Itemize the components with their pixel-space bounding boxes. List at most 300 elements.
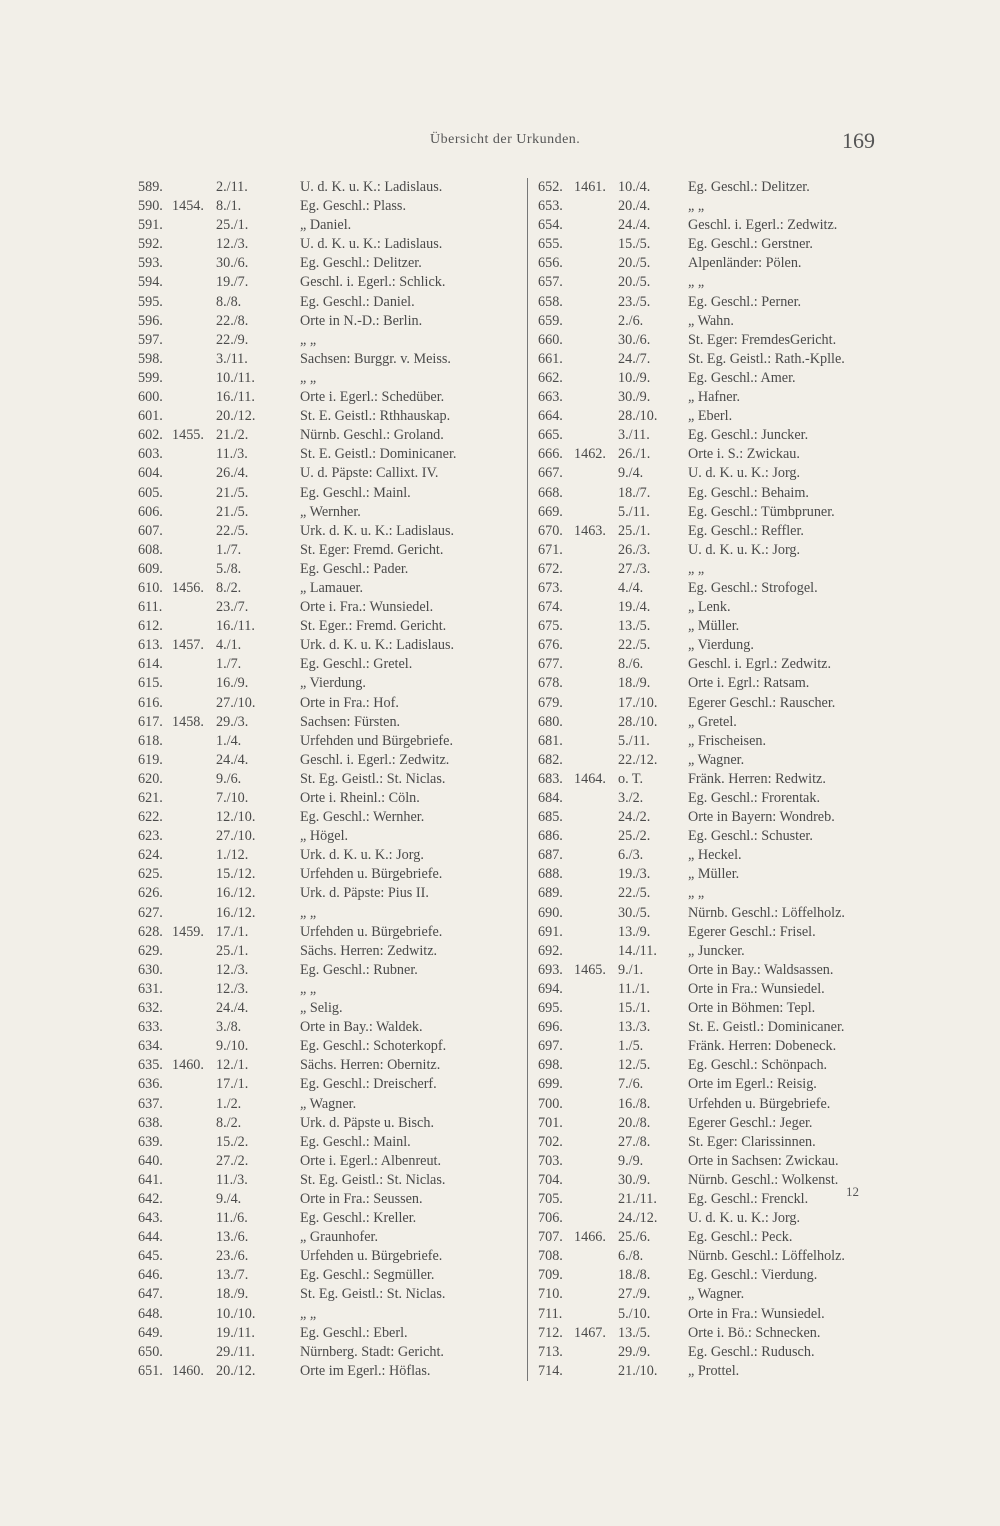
entry-description: Eg. Geschl.: Rudusch. xyxy=(688,1343,815,1360)
entry-description: Nürnb. Geschl.: Löffelholz. xyxy=(688,904,845,921)
entry-number: 663. xyxy=(538,389,563,406)
entry-date: 19./11. xyxy=(216,1324,255,1341)
entry-description: „ „ xyxy=(688,560,705,577)
entry-row xyxy=(138,884,518,903)
entry-description: Eg. Geschl.: Amer. xyxy=(688,369,796,386)
entry-date: 26./1. xyxy=(618,446,651,463)
entry-description: Urk. d. Päpste u. Bisch. xyxy=(300,1114,434,1131)
entry-row xyxy=(528,235,908,254)
entry-date: 2./6. xyxy=(618,312,644,329)
entry-number: 658. xyxy=(538,293,563,310)
entry-row xyxy=(138,273,518,292)
entry-date: 28./10. xyxy=(618,408,658,425)
entry-description: „ Wagner. xyxy=(688,1286,745,1303)
entry-description: Eg. Geschl.: Wernher. xyxy=(300,809,425,826)
entry-description: „ Vierdung. xyxy=(688,637,754,654)
entry-year: 1455. xyxy=(172,427,204,444)
entry-number: 695. xyxy=(538,1000,563,1017)
entry-date: 9./4. xyxy=(618,465,644,482)
entry-date: 24./7. xyxy=(618,350,651,367)
entry-row xyxy=(528,369,908,388)
entry-year: 1467. xyxy=(574,1324,606,1341)
entry-number: 702. xyxy=(538,1133,563,1150)
entry-date: 13./7. xyxy=(216,1267,249,1284)
entry-date: 9./6. xyxy=(216,770,242,787)
entry-number: 609. xyxy=(138,560,163,577)
entry-description: Eg. Geschl.: Schuster. xyxy=(688,828,813,845)
entry-row xyxy=(528,904,908,923)
entry-row xyxy=(528,1075,908,1094)
entry-date: 25./6. xyxy=(618,1229,651,1246)
entry-row xyxy=(528,732,908,751)
entry-number: 630. xyxy=(138,961,163,978)
entry-number: 694. xyxy=(538,980,563,997)
entry-date: 12./3. xyxy=(216,961,249,978)
entry-number: 660. xyxy=(538,331,563,348)
entry-row xyxy=(138,694,518,713)
entry-row xyxy=(528,484,908,503)
entry-row xyxy=(528,1056,908,1075)
entry-row xyxy=(528,254,908,273)
entry-date: 13./9. xyxy=(618,923,651,940)
entry-date: 20./5. xyxy=(618,255,651,272)
entry-number: 597. xyxy=(138,331,163,348)
entry-row xyxy=(528,980,908,999)
entry-number: 634. xyxy=(138,1038,163,1055)
entry-date: 9./1. xyxy=(618,961,644,978)
entry-description: Orte in Bayern: Wondreb. xyxy=(688,809,835,826)
entry-year: 1465. xyxy=(574,961,606,978)
entry-row xyxy=(138,751,518,770)
entry-row xyxy=(528,1305,908,1324)
entry-number: 638. xyxy=(138,1114,163,1131)
entry-description: Geschl. i. Egerl.: Schlick. xyxy=(300,274,446,291)
entry-description: „ „ xyxy=(688,885,705,902)
entry-number: 674. xyxy=(538,599,563,616)
entry-row xyxy=(528,923,908,942)
entry-row xyxy=(528,503,908,522)
entry-row xyxy=(528,827,908,846)
entry-description: „ „ xyxy=(300,980,317,997)
entry-description: Sachsen: Fürsten. xyxy=(300,713,401,730)
entry-date: 4./4. xyxy=(618,579,644,596)
entry-date: 10./11. xyxy=(216,369,255,386)
entry-number: 651. xyxy=(138,1362,163,1379)
entry-date: 25./1. xyxy=(216,942,249,959)
entry-year: 1454. xyxy=(172,198,204,215)
entry-number: 645. xyxy=(138,1248,163,1265)
entry-number: 683. xyxy=(538,770,563,787)
entry-row xyxy=(138,1056,518,1075)
entry-number: 599. xyxy=(138,369,163,386)
entry-description: Nürnb. Geschl.: Wolkenst. xyxy=(688,1171,839,1188)
entry-date: 30./6. xyxy=(216,255,249,272)
entry-description: Eg. Geschl.: Plass. xyxy=(300,198,407,215)
entry-number: 607. xyxy=(138,522,163,539)
entry-number: 641. xyxy=(138,1171,163,1188)
entry-row xyxy=(528,1228,908,1247)
entry-date: 16./9. xyxy=(216,675,249,692)
entry-description: „ Prottel. xyxy=(688,1362,740,1379)
entry-description: Eg. Geschl.: Peck. xyxy=(688,1229,793,1246)
entry-date: 22./8. xyxy=(216,312,249,329)
entry-row xyxy=(528,178,908,197)
entry-date: 25./1. xyxy=(618,522,651,539)
entry-number: 682. xyxy=(538,751,563,768)
entry-row xyxy=(138,369,518,388)
entry-date: 23./6. xyxy=(216,1248,249,1265)
entry-date: 18./8. xyxy=(618,1267,651,1284)
entry-row xyxy=(528,1324,908,1343)
entry-number: 644. xyxy=(138,1229,163,1246)
entry-description: „ „ xyxy=(300,904,317,921)
entry-number: 643. xyxy=(138,1210,163,1227)
entry-description: „ Wagner. xyxy=(688,751,745,768)
entry-description: „ Gretel. xyxy=(688,713,737,730)
entry-number: 633. xyxy=(138,1019,163,1036)
entry-date: 12./10. xyxy=(216,809,256,826)
entry-number: 601. xyxy=(138,408,163,425)
entry-row xyxy=(138,598,518,617)
entry-number: 665. xyxy=(538,427,563,444)
entry-description: Orte i. S.: Zwickau. xyxy=(688,446,800,463)
entry-description: Eg. Geschl.: Strofogel. xyxy=(688,579,818,596)
entry-year: 1461. xyxy=(574,179,606,195)
entry-description: Urk. d. K. u. K.: Jorg. xyxy=(300,847,424,864)
entry-date: 20./4. xyxy=(618,198,651,215)
entry-description: Urfehden u. Bürgebriefe. xyxy=(300,1248,443,1265)
entry-description: Orte in Sachsen: Zwickau. xyxy=(688,1152,839,1169)
entry-description: Urk. d. K. u. K.: Ladislaus. xyxy=(300,522,455,539)
entry-description: St. Eger: Fremd. Gericht. xyxy=(300,541,444,558)
entry-number: 621. xyxy=(138,790,163,806)
entry-number: 603. xyxy=(138,446,163,463)
entry-number: 631. xyxy=(138,980,163,997)
entry-row xyxy=(528,331,908,350)
entry-row xyxy=(528,445,908,464)
entry-row xyxy=(138,464,518,483)
entry-number: 650. xyxy=(138,1343,163,1360)
entry-date: o. T. xyxy=(618,770,644,787)
entry-number: 625. xyxy=(138,866,163,883)
entry-date: 14./11. xyxy=(618,942,657,959)
entry-number: 696. xyxy=(538,1019,563,1036)
entry-row xyxy=(528,961,908,980)
entry-description: Eg. Geschl.: Eberl. xyxy=(300,1324,408,1341)
entry-number: 679. xyxy=(538,694,563,711)
entry-date: 18./9. xyxy=(216,1286,249,1303)
entry-number: 686. xyxy=(538,828,563,845)
entry-year: 1460. xyxy=(172,1057,204,1074)
entry-date: 8./2. xyxy=(216,579,242,596)
entry-date: 8./8. xyxy=(216,293,242,310)
entry-date: 26./3. xyxy=(618,541,651,558)
entry-date: 29./11. xyxy=(216,1343,255,1360)
entry-date: 25./1. xyxy=(216,217,249,234)
entry-date: 22./12. xyxy=(618,751,658,768)
entry-description: U. d. K. u. K.: Jorg. xyxy=(688,1210,801,1227)
entry-row xyxy=(138,865,518,884)
entry-description: Eg. Geschl.: Juncker. xyxy=(688,427,809,444)
entry-row xyxy=(138,961,518,980)
entry-date: 13./3. xyxy=(618,1019,651,1036)
entry-number: 685. xyxy=(538,809,563,826)
entry-row xyxy=(528,522,908,541)
entry-number: 635. xyxy=(138,1057,163,1074)
entry-description: Urk. d. Päpste: Pius II. xyxy=(300,885,429,902)
entry-description: Eg. Geschl.: Delitzer. xyxy=(300,255,422,272)
entry-number: 617. xyxy=(138,713,163,730)
entry-date: 9./9. xyxy=(618,1152,644,1169)
entry-row xyxy=(138,904,518,923)
entry-row xyxy=(138,178,518,197)
entry-description: Orte in Fra.: Wunsiedel. xyxy=(688,980,825,997)
entry-date: 1./5. xyxy=(618,1038,644,1055)
entry-number: 661. xyxy=(538,350,563,367)
entry-date: 17./10. xyxy=(618,694,658,711)
entry-description: Eg. Geschl.: Behaim. xyxy=(688,484,809,501)
entry-description: Geschl. i. Egrl.: Zedwitz. xyxy=(688,656,832,673)
entry-date: 27./8. xyxy=(618,1133,651,1150)
entry-description: St. E. Geistl.: Rthhauskap. xyxy=(300,408,451,425)
entry-description: „ Hafner. xyxy=(688,389,740,406)
entry-description: Eg. Geschl.: Schönpach. xyxy=(688,1057,828,1074)
entry-description: Eg. Geschl.: Gretel. xyxy=(300,656,413,673)
entry-number: 620. xyxy=(138,770,163,787)
entry-number: 687. xyxy=(538,847,563,864)
entry-row xyxy=(528,884,908,903)
entry-number: 647. xyxy=(138,1286,163,1303)
entry-row xyxy=(528,694,908,713)
entry-year: 1458. xyxy=(172,713,204,730)
entry-number: 690. xyxy=(538,904,563,921)
entry-row xyxy=(138,789,518,808)
entry-number: 589. xyxy=(138,179,163,195)
entry-row xyxy=(138,655,518,674)
entry-description: Orte in Böhmen: Tepl. xyxy=(688,1000,816,1017)
entry-number: 642. xyxy=(138,1190,163,1207)
entry-number: 627. xyxy=(138,904,163,921)
entry-row xyxy=(138,942,518,961)
entry-row xyxy=(138,1018,518,1037)
entry-date: 15./1. xyxy=(618,1000,651,1017)
entry-description: Urfehden u. Bürgebriefe. xyxy=(300,866,443,883)
entry-description: „ Müller. xyxy=(688,866,740,883)
entry-date: 18./9. xyxy=(618,675,651,692)
entry-number: 632. xyxy=(138,1000,163,1017)
entry-date: 28./10. xyxy=(618,713,658,730)
entry-date: 30./9. xyxy=(618,1171,651,1188)
entry-row xyxy=(528,789,908,808)
entry-date: 11./1. xyxy=(618,980,650,997)
entry-date: 16./11. xyxy=(216,618,255,635)
entry-row xyxy=(138,407,518,426)
entry-description: Sachsen: Burggr. v. Meiss. xyxy=(300,350,451,367)
entry-row xyxy=(138,1362,518,1381)
entry-description: Eg. Geschl.: Rubner. xyxy=(300,961,418,978)
entry-number: 712. xyxy=(538,1324,563,1341)
entry-date: 11./3. xyxy=(216,1171,248,1188)
entry-date: 4./1. xyxy=(216,637,242,654)
entry-date: 30./5. xyxy=(618,904,651,921)
entry-date: 8./2. xyxy=(216,1114,242,1131)
entry-number: 710. xyxy=(538,1286,563,1303)
entry-date: 21./2. xyxy=(216,427,249,444)
entry-description: „ Vierdung. xyxy=(300,675,366,692)
entry-row xyxy=(528,560,908,579)
entry-number: 657. xyxy=(538,274,563,291)
entry-date: 24./2. xyxy=(618,809,651,826)
entry-number: 700. xyxy=(538,1095,563,1112)
entry-date: 8./1. xyxy=(216,198,242,215)
entry-number: 677. xyxy=(538,656,563,673)
entry-date: 25./2. xyxy=(618,828,651,845)
entry-description: „ „ xyxy=(300,331,317,348)
entry-description: Orte i. Egerl.: Schedüber. xyxy=(300,389,445,406)
entry-description: Egerer Geschl.: Jeger. xyxy=(688,1114,813,1131)
entry-number: 596. xyxy=(138,312,163,329)
entry-date: 16./12. xyxy=(216,885,256,902)
entry-description: U. d. K. u. K.: Jorg. xyxy=(688,465,801,482)
entry-row xyxy=(528,655,908,674)
entry-row xyxy=(528,197,908,216)
entry-description: St. Eg. Geistl.: St. Niclas. xyxy=(300,770,446,787)
entry-description: Eg. Geschl.: Vierdung. xyxy=(688,1267,818,1284)
entry-number: 628. xyxy=(138,923,163,940)
entry-number: 704. xyxy=(538,1171,563,1188)
entry-description: Eg. Geschl.: Dreischerf. xyxy=(300,1076,437,1093)
entry-row xyxy=(138,445,518,464)
entry-row xyxy=(138,674,518,693)
entry-number: 675. xyxy=(538,618,563,635)
entry-description: „ Wagner. xyxy=(300,1095,357,1112)
entry-row xyxy=(528,674,908,693)
entry-description: „ Lenk. xyxy=(688,599,731,616)
entry-date: 20./5. xyxy=(618,274,651,291)
entry-description: „ Wahn. xyxy=(688,312,734,329)
entry-date: 20./12. xyxy=(216,1362,256,1379)
entry-description: St. Eger: Clarissinnen. xyxy=(688,1133,816,1150)
entry-number: 671. xyxy=(538,541,563,558)
entry-date: 19./7. xyxy=(216,274,249,291)
entry-number: 668. xyxy=(538,484,563,501)
entry-date: 1./12. xyxy=(216,847,249,864)
entry-date: 12./1. xyxy=(216,1057,249,1074)
entry-description: Eg. Geschl.: Reffler. xyxy=(688,522,804,539)
entry-description: „ Lamauer. xyxy=(300,579,364,596)
entry-date: 7./6. xyxy=(618,1076,644,1093)
entry-row xyxy=(138,503,518,522)
entry-description: Nürnb. Geschl.: Löffelholz. xyxy=(688,1248,845,1265)
entry-number: 713. xyxy=(538,1343,563,1360)
entry-date: 27./10. xyxy=(216,694,256,711)
entry-row xyxy=(528,426,908,445)
entry-date: 12./3. xyxy=(216,980,249,997)
entry-row xyxy=(528,579,908,598)
entry-description: Egerer Geschl.: Frisel. xyxy=(688,923,816,940)
entry-description: Orte i. Fra.: Wunsiedel. xyxy=(300,599,434,616)
entry-date: 13./5. xyxy=(618,618,651,635)
entry-number: 673. xyxy=(538,579,563,596)
entry-row xyxy=(138,713,518,732)
entry-number: 680. xyxy=(538,713,563,730)
entry-number: 666. xyxy=(538,446,563,463)
entry-row xyxy=(528,1037,908,1056)
entry-number: 622. xyxy=(138,809,163,826)
entry-date: 1./2. xyxy=(216,1095,242,1112)
entry-row xyxy=(138,1171,518,1190)
entry-date: 5./11. xyxy=(618,732,650,749)
entry-row xyxy=(138,388,518,407)
entry-row xyxy=(138,1152,518,1171)
entry-number: 590. xyxy=(138,198,163,215)
entry-date: 6./8. xyxy=(618,1248,644,1265)
entry-description: St. Eger.: Fremd. Gericht. xyxy=(300,618,447,635)
entry-description: „ Müller. xyxy=(688,618,740,635)
entry-number: 655. xyxy=(538,236,563,253)
entry-description: Eg. Geschl.: Gerstner. xyxy=(688,236,813,253)
entry-date: 3./11. xyxy=(216,350,248,367)
entry-date: 8./6. xyxy=(618,656,644,673)
entry-row xyxy=(138,636,518,655)
entry-number: 602. xyxy=(138,427,163,444)
entry-date: 16./8. xyxy=(618,1095,651,1112)
entry-number: 611. xyxy=(138,599,163,616)
entry-row xyxy=(528,1209,908,1228)
entry-date: 27./10. xyxy=(216,828,256,845)
entry-row xyxy=(138,312,518,331)
entry-row xyxy=(138,331,518,350)
page-number: 169 xyxy=(842,128,875,153)
entry-description: Eg. Geschl.: Perner. xyxy=(688,293,802,310)
entry-row xyxy=(138,1324,518,1343)
entry-date: 2./11. xyxy=(216,179,248,195)
entry-date: 1./4. xyxy=(216,732,242,749)
entry-number: 667. xyxy=(538,465,563,482)
entry-number: 626. xyxy=(138,885,163,902)
entry-row xyxy=(528,1114,908,1133)
entry-number: 705. xyxy=(538,1190,563,1207)
entry-date: 27./2. xyxy=(216,1152,249,1169)
entry-number: 709. xyxy=(538,1267,563,1284)
entry-row xyxy=(528,1285,908,1304)
entry-description: Eg. Geschl.: Mainl. xyxy=(300,1133,411,1150)
entry-number: 648. xyxy=(138,1305,163,1322)
entry-number: 659. xyxy=(538,312,563,329)
entry-description: „ „ xyxy=(300,1305,317,1322)
entry-date: 21./11. xyxy=(618,1190,657,1207)
entry-date: 3./8. xyxy=(216,1019,242,1036)
entry-description: Sächs. Herren: Zedwitz. xyxy=(300,942,438,959)
entry-number: 684. xyxy=(538,790,563,806)
entry-date: 6./3. xyxy=(618,847,644,864)
entry-row xyxy=(528,598,908,617)
entry-number: 616. xyxy=(138,694,163,711)
entry-date: 13./5. xyxy=(618,1324,651,1341)
entry-row xyxy=(138,579,518,598)
entry-year: 1462. xyxy=(574,446,606,463)
entry-date: 29./3. xyxy=(216,713,249,730)
entry-description: Eg. Geschl.: Kreller. xyxy=(300,1210,417,1227)
entry-number: 692. xyxy=(538,942,563,959)
entry-description: „ Heckel. xyxy=(688,847,742,864)
entry-description: Eg. Geschl.: Daniel. xyxy=(300,293,415,310)
entry-description: U. d. K. u. K.: Ladislaus. xyxy=(300,236,443,253)
entry-row xyxy=(138,617,518,636)
entry-description: Orte i. Egerl.: Albenreut. xyxy=(300,1152,442,1169)
entry-row xyxy=(138,560,518,579)
entry-date: 10./10. xyxy=(216,1305,256,1322)
